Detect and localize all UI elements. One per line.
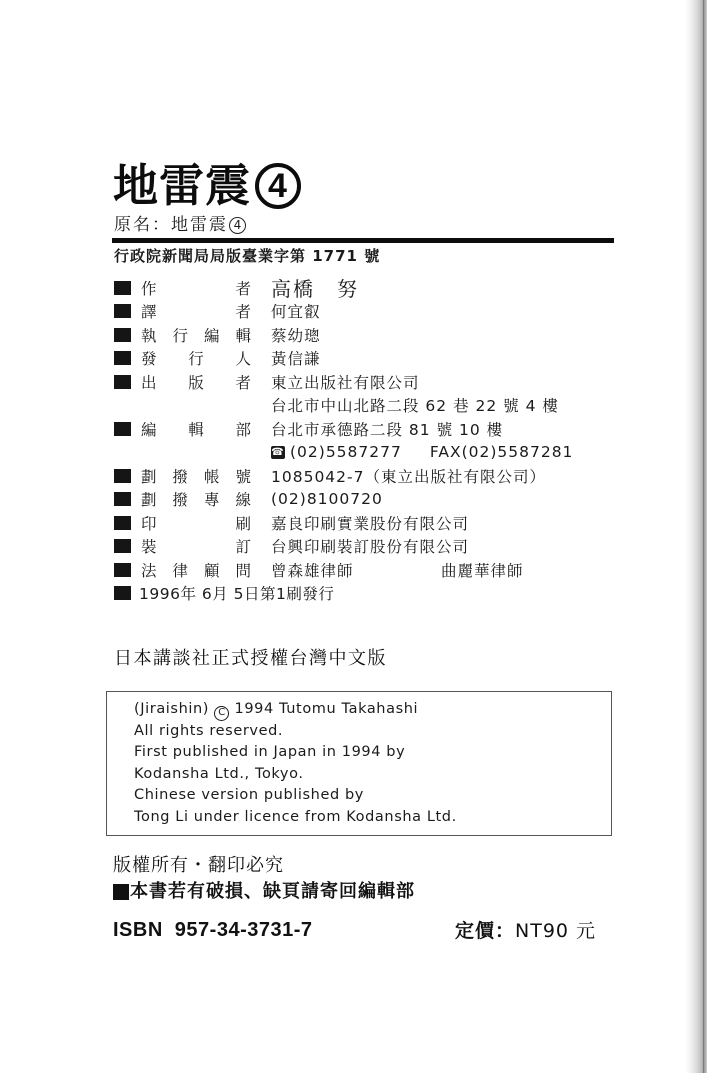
copyright-symbol-icon: C [214,706,229,721]
bullet-square-icon [114,586,131,600]
phone-number: (02)5587277 [290,443,402,462]
label-char: 者 [235,279,251,298]
credit-row-author [114,276,614,300]
book-title [113,160,301,212]
credit-label [141,300,251,322]
spine-edge-line [703,0,704,1073]
damage-notice-text: 本書若有破損、缺頁請寄回編輯部 [130,881,415,902]
credit-value-executive-editor: 蔡幼璁 [271,326,321,345]
credit-value-printing: 嘉良印刷實業股份有限公司 [271,514,470,533]
fax-number: FAX(02)5587281 [429,443,574,462]
label-char: 行 [172,326,188,345]
label-char: 部 [235,420,251,439]
license-number: 行政院新聞局局版臺業字第 1771 號 [114,247,381,265]
isbn [113,917,313,943]
credit-value-legal-counsel [271,559,524,581]
credit-row-giro-account [114,464,614,488]
credit-row-publisher-address [114,394,614,418]
label-char: 專 [203,491,220,510]
credit-value-publisher-address: 台北市中山北路二段 62 巷 22 號 4 樓 [271,397,559,416]
bullet-square-icon [114,563,131,577]
credit-row-translator [114,300,614,324]
bullet-square-icon [114,328,131,342]
credit-label [141,324,251,346]
bullet-square-icon [114,304,131,318]
credit-row-giro-line [114,488,614,512]
label-char: 作 [141,279,157,298]
copyright-box [106,691,612,836]
credit-value-binding: 台興印刷裝訂股份有限公司 [271,538,470,557]
label-char: 問 [235,561,251,580]
isbn-number: 957-34-3731-7 [174,919,313,941]
credit-label [141,371,251,393]
label-char: 顧 [203,561,220,580]
label-char: 訂 [235,538,251,557]
copyright-line-4: Kodansha Ltd., Tokyo. [134,765,304,782]
credit-value-publisher: 東立出版社有限公司 [271,373,420,392]
credit-row-legal-counsel [114,558,614,582]
label-char: 裝 [141,538,157,557]
bullet-square-icon [114,375,131,389]
label-char: 者 [235,303,251,322]
bullet-square-icon [114,516,131,530]
bullet-square-icon [114,539,131,553]
bullet-square-icon [114,422,131,436]
bullet-square-icon [114,281,131,295]
lawyer-2: 曲麗華律師 [441,561,524,580]
label-char: 編 [203,326,220,345]
authorization-statement: 日本講談社正式授權台灣中文版 [114,648,387,669]
credit-row-contact [114,441,614,465]
label-char: 劃 [141,467,157,486]
credit-value-giro-account: 1085042-7（東立出版社有限公司） [271,467,546,486]
damage-notice [113,880,415,904]
telephone-icon: ☎ [271,447,285,459]
credit-label [141,559,251,581]
credit-row-editorial-dept [114,417,614,441]
price-value: NT90 元 [515,920,597,942]
label-char: 者 [235,373,251,392]
publication-date: 1996年 6月 5日第1刷發行 [139,585,335,604]
credit-value-editorial-address: 台北市承德路二段 81 號 10 樓 [271,420,504,439]
label-char: 帳 [203,467,220,486]
label-char: 律 [172,561,188,580]
label-char: 線 [235,491,251,510]
rights-reserved: 版權所有・翻印必究 [113,855,284,876]
original-volume-circle-icon: 4 [229,217,246,234]
label-char: 出 [141,373,157,392]
label-char: 譯 [141,303,157,322]
credit-value-giro-line: (02)8100720 [271,490,383,509]
publication-date-row [114,582,614,606]
original-title-romaji: (Jiraishin) [134,701,210,717]
credit-row-publisher-person [114,347,614,371]
bullet-spacer [114,445,131,459]
credit-label [141,535,251,557]
label-char: 執 [141,326,157,345]
credit-label [141,512,251,534]
original-name-label: 原名： [114,215,171,235]
title-divider [112,238,614,243]
book-title-text: 地雷震 [113,159,252,212]
credit-row-binding [114,535,614,559]
label-char: 輯 [188,420,204,439]
credit-value-contact [271,443,573,461]
bullet-square-icon [114,351,131,365]
credit-label [141,347,251,369]
lawyer-1: 曾森雄律師 [271,561,354,580]
credit-value-translator: 何宜叡 [271,303,321,322]
credit-label [141,488,251,510]
bullet-spacer [114,398,131,412]
credit-row-publisher [114,370,614,394]
copyright-line-2: All rights reserved. [134,722,284,739]
credit-label [141,277,251,299]
bullet-square-icon [114,492,131,506]
copyright-line-6: Tong Li under licence from Kodansha Ltd. [134,808,457,825]
copyright-holder: 1994 Tutomu Takahashi [234,701,419,717]
copyright-line-1 [134,699,611,721]
copyright-line-3: First published in Japan in 1994 by [134,744,406,760]
credit-label [141,418,251,440]
credits-table [114,276,614,605]
label-char: 印 [141,514,157,533]
original-name [114,214,246,236]
volume-circle-icon: 4 [255,163,301,209]
label-char: 輯 [235,326,251,345]
label-char: 人 [235,350,251,369]
label-char: 號 [235,467,251,486]
credit-row-printing [114,511,614,535]
label-char: 編 [141,420,157,439]
credit-value-author: 高橋 努 [271,277,359,302]
label-char: 行 [188,350,204,369]
isbn-label: ISBN [113,919,163,941]
price [455,918,596,944]
bullet-square-icon [114,469,131,483]
label-char: 劃 [141,491,157,510]
bullet-square-icon [113,884,129,900]
price-label: 定價： [455,920,516,942]
label-char: 撥 [172,467,188,486]
label-char: 撥 [172,491,188,510]
label-char: 版 [188,373,204,392]
original-name-text: 地雷震 [171,215,228,235]
credit-value-publisher-person: 黃信謙 [271,350,321,369]
credit-label [141,465,251,487]
credit-row-executive-editor [114,323,614,347]
copyright-line-5: Chinese version published by [134,787,364,803]
label-char: 法 [141,561,157,580]
label-char: 發 [141,350,157,369]
label-char: 刷 [235,514,251,533]
